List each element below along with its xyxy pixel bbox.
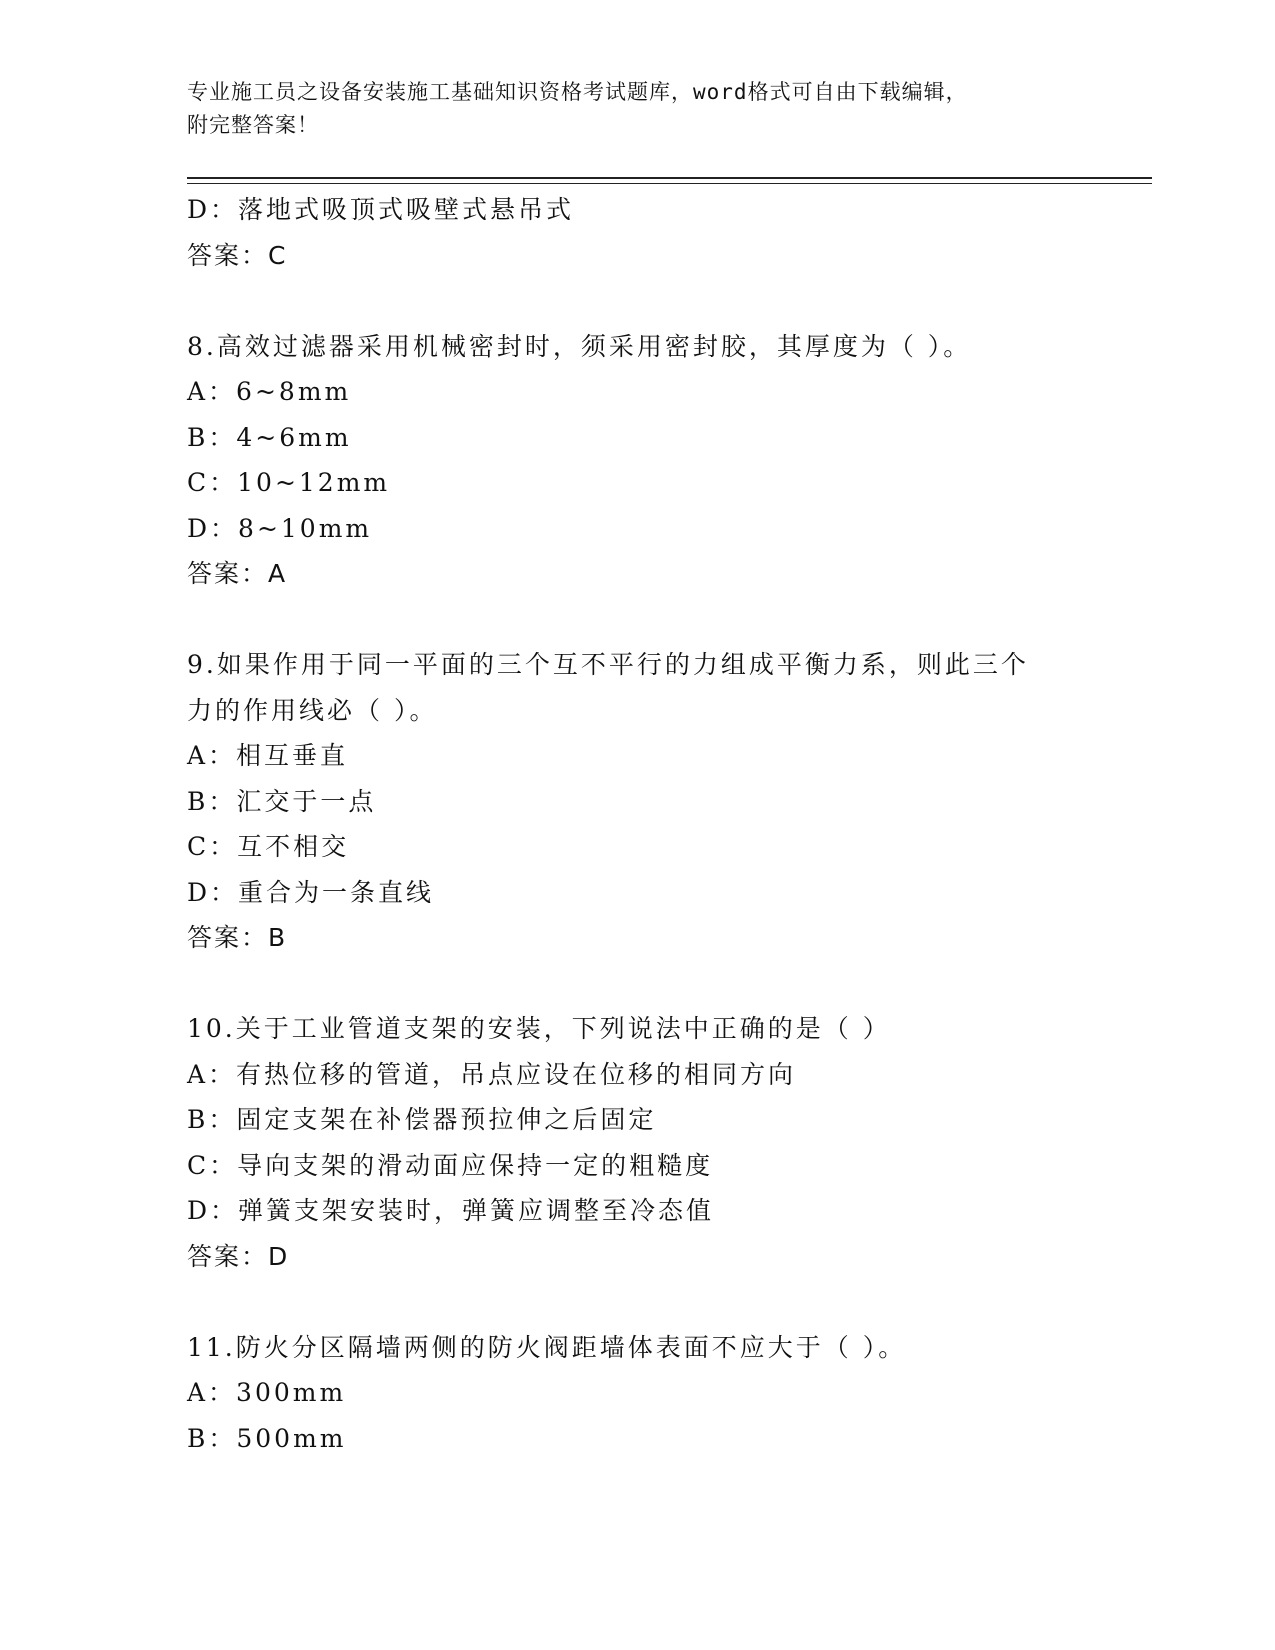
question-stem: 10.关于工业管道支架的安装，下列说法中正确的是（ ）	[187, 1014, 891, 1043]
option-line: D：落地式吸顶式吸壁式悬吊式	[187, 195, 575, 224]
option-line: A：300mm	[187, 1378, 347, 1407]
answer-line: 答案：A	[187, 559, 288, 588]
option-line: D：弹簧支架安装时，弹簧应调整至冷态值	[187, 1196, 715, 1225]
option-line: A：6~8mm	[187, 377, 352, 406]
answer-line: 答案：B	[187, 923, 288, 952]
option-line: C：导向支架的滑动面应保持一定的粗糙度	[187, 1150, 714, 1180]
option-line: C：10~12mm	[187, 468, 391, 497]
header-line-1: 专业施工员之设备安装施工基础知识资格考试题库，word格式可自由下载编辑，	[187, 80, 968, 104]
header-divider-thick	[187, 177, 1152, 179]
question-stem-continued: 力的作用线必（ ）。	[187, 695, 438, 725]
option-line: D：8~10mm	[187, 513, 373, 543]
option-line: C：互不相交	[187, 832, 350, 861]
document-header	[187, 76, 1067, 142]
option-line: B：固定支架在补偿器预拉伸之后固定	[187, 1105, 657, 1134]
option-line: B：4~6mm	[187, 422, 352, 452]
header-line-2: 附完整答案！	[187, 113, 319, 137]
question-list	[187, 187, 1087, 1461]
question-stem: 9.如果作用于同一平面的三个互不平行的力组成平衡力系，则此三个	[187, 650, 1029, 679]
spacer	[187, 961, 1087, 1007]
option-line: B：汇交于一点	[187, 786, 377, 816]
header-divider-thin	[187, 183, 1152, 184]
answer-line: 答案：C	[187, 240, 288, 270]
answer-line: 答案：D	[187, 1241, 290, 1271]
question-stem: 8.高效过滤器采用机械密封时，须采用密封胶，其厚度为（ ）。	[187, 331, 972, 361]
question-stem: 11.防火分区隔墙两侧的防火阀距墙体表面不应大于（ ）。	[187, 1332, 907, 1362]
option-line: D：重合为一条直线	[187, 877, 435, 907]
option-line: A：有热位移的管道，吊点应设在位移的相同方向	[187, 1059, 797, 1089]
spacer	[187, 1279, 1087, 1325]
option-line: B：500mm	[187, 1423, 347, 1453]
option-line: A：相互垂直	[187, 741, 349, 770]
spacer	[187, 597, 1087, 643]
spacer	[187, 278, 1087, 324]
